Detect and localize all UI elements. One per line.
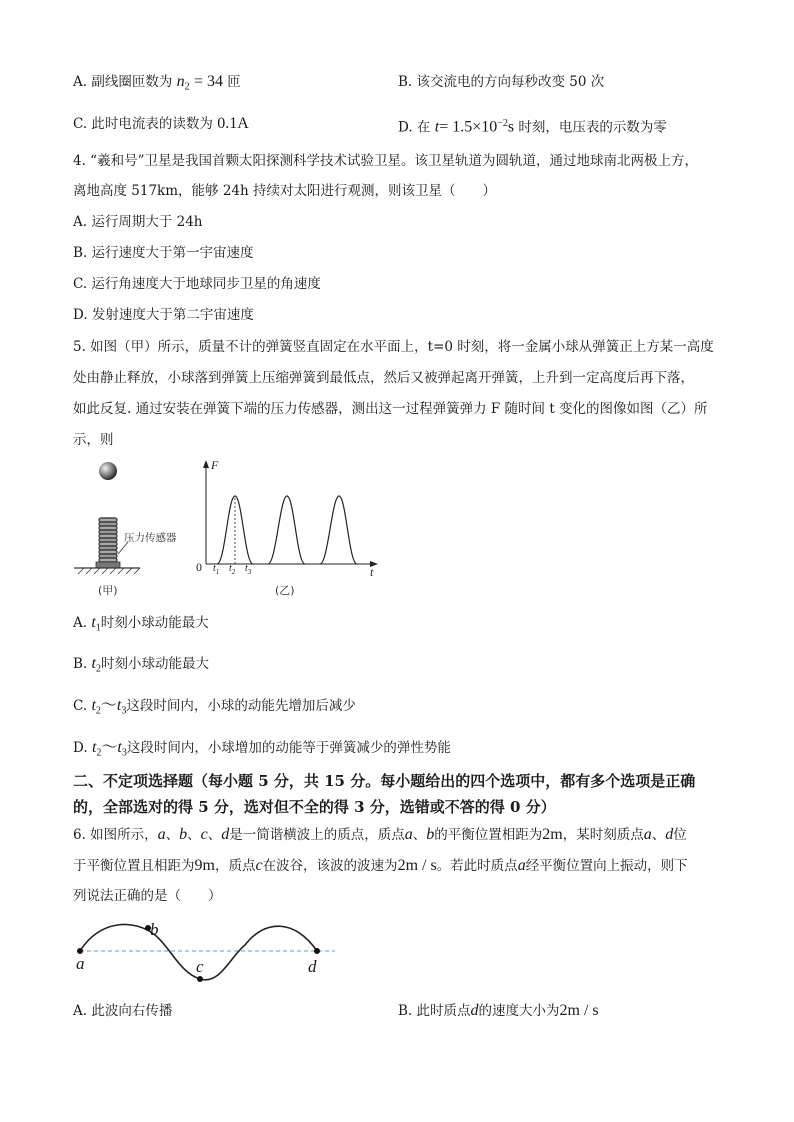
q6-option-a: A. 此波向右传播	[73, 1003, 173, 1019]
var-a: a	[643, 826, 652, 843]
q4-option-b: B. 运行速度大于第一宇宙速度	[73, 245, 254, 261]
q4-option-c: C. 运行角速度大于地球同步卫星的角速度	[73, 276, 321, 292]
q5-option-c-label: C.	[73, 698, 92, 714]
tick-t2-sub: 2	[231, 568, 236, 576]
point-d	[314, 948, 320, 954]
pressure-sensor-block	[96, 562, 120, 568]
q5-option-d-label: D.	[73, 740, 92, 756]
unit-turns: 匝	[227, 74, 241, 90]
var-t: t	[117, 739, 122, 756]
range-sep: ～	[100, 697, 117, 714]
var-d: d	[665, 826, 674, 843]
q5-option-a-text: 时刻小球动能最大	[100, 615, 209, 631]
var-t: t	[116, 697, 122, 714]
q6-text: 、	[651, 827, 666, 843]
q5-option-a-label: A.	[73, 615, 92, 631]
q5-option-c	[73, 697, 356, 721]
q4-stem-line-1: 4. “羲和号”卫星是我国首颗太阳探测科学技术试验卫星。该卫星轨道为圆轨道，通过地球南北两极上方，	[73, 153, 698, 169]
var-b: b	[179, 826, 188, 843]
q6-stem-line-1	[73, 826, 687, 844]
metal-ball	[99, 462, 117, 480]
q6-text: 位	[673, 827, 687, 843]
q6-text: ，某时刻质点	[562, 827, 644, 843]
var-a: a	[404, 826, 413, 843]
q4-stem-line-2: 离地高度 517km，能够 24h 持续对太阳进行观测，则该卫星（ ）	[73, 183, 496, 199]
var-n: n	[176, 73, 185, 90]
q6-option-b	[398, 1002, 599, 1020]
tick-t1-var: t	[213, 563, 216, 574]
q5-option-d-text: 这段时间内，小球增加的动能等于弹簧减少的弹性势能	[126, 740, 451, 756]
q6-stem-line-2	[73, 857, 688, 875]
q6-text: ，质点	[214, 858, 256, 874]
section-2-heading-line-1: 二、不定项选择题（每小题 5 分，共 15 分。每小题给出的四个选项中，都有多个选项是正确	[73, 772, 696, 790]
wave-speed: 2m / s	[397, 857, 437, 874]
time-value: = 1.5×10	[439, 118, 498, 136]
var-t: t	[91, 655, 96, 672]
sub-2: 2	[96, 747, 102, 759]
q6-option-b-text: B. 此时质点	[398, 1003, 471, 1019]
q6-text: 、	[187, 827, 201, 843]
sub-3: 3	[121, 747, 127, 759]
sub-2: 2	[95, 705, 101, 717]
var-d: d	[470, 1002, 479, 1019]
q3-option-a	[73, 73, 241, 97]
var-c: c	[200, 826, 208, 843]
tick-t3-sub: 3	[247, 568, 252, 576]
q3-option-a-text: A. 副线圈匝数为	[73, 74, 173, 90]
q3-option-d-text: D. 在	[398, 119, 431, 136]
q5-option-a	[73, 614, 209, 638]
var-a: a	[517, 857, 526, 874]
force-pulse-2	[268, 496, 305, 564]
q5-option-b	[73, 655, 209, 679]
sub-3: 3	[121, 705, 127, 717]
q5-option-b-label: B.	[73, 656, 92, 672]
q5-option-d	[73, 739, 451, 763]
tick-t2-var: t	[229, 563, 232, 574]
tick-t1	[213, 563, 219, 576]
origin-label: 0	[196, 560, 202, 574]
q5-stem-line-2: 处由静止释放，小球落到弹簧上压缩弹簧到最低点，然后又被弹起离开弹簧，上升到一定高度后再下落，	[73, 370, 694, 386]
ground-hatching	[78, 568, 140, 574]
var-b: b	[426, 826, 435, 843]
q6-stem-line-3: 列说法正确的是（ ）	[73, 888, 222, 904]
exponent: −2	[497, 118, 508, 129]
q5-stem-line-3: 如此反复. 通过安装在弹簧下端的压力传感器，测出这一过程弹簧弹力 F 随时间 t 变化的图像如图（乙）所	[73, 401, 708, 417]
q6-option-b-text: 的速度大小为	[478, 1003, 560, 1019]
q5-stem-line-4: 示，则	[73, 432, 114, 448]
spring	[99, 518, 117, 562]
label-d: d	[308, 957, 317, 976]
t-axis-label: t	[370, 565, 374, 579]
var-t: t	[434, 118, 440, 136]
var-t: t	[91, 614, 96, 631]
var-a: a	[157, 826, 166, 843]
force-pulse-3	[320, 496, 357, 564]
q3-option-d-tail: 时刻，电压表的示数为零	[518, 119, 667, 136]
figure-yi	[188, 458, 388, 578]
q6-text: 6. 如图所示，	[73, 827, 158, 843]
q5-stem-line-1: 5. 如图（甲）所示，质量不计的弹簧竖直固定在水平面上，t=0 时刻，将一金属小球从弹簧正上方某一高度	[73, 339, 714, 355]
q3-option-c-text: C. 此时电流表的读数为	[73, 116, 213, 132]
tick-t2	[229, 563, 235, 576]
f-axis-label: F	[211, 458, 219, 472]
distance-ab: 2m	[542, 826, 563, 843]
q6-text: 。若此时质点	[436, 858, 518, 874]
tick-t3-var: t	[245, 563, 248, 574]
unit-s: s	[507, 118, 515, 136]
q5-option-c-text: 这段时间内，小球的动能先增加后减少	[126, 698, 356, 714]
var-d: d	[221, 826, 230, 843]
range-sep: ～	[101, 739, 118, 756]
label-c: c	[196, 957, 204, 976]
q3-option-d	[398, 115, 667, 137]
q3-option-b: B. 该交流电的方向每秒改变 50 次	[398, 74, 605, 90]
q3-option-c	[73, 115, 249, 133]
sensor-label: 压力传感器	[124, 532, 177, 544]
var-c: c	[255, 857, 263, 874]
q6-text: 是一简谐横波上的质点，质点	[229, 827, 405, 843]
label-a: a	[76, 954, 85, 973]
q4-option-a: A. 运行周期大于 24h	[73, 214, 203, 230]
q6-text: 的平衡位置相距为	[434, 827, 543, 843]
eq-34: = 34	[193, 73, 223, 90]
q6-text: 于平衡位置且相距为	[73, 858, 195, 874]
caption-jia: (甲)	[98, 584, 118, 597]
q5-option-b-text: 时刻小球动能最大	[100, 656, 209, 672]
var-t: t	[91, 697, 96, 714]
q6-text: 、	[412, 827, 427, 843]
sub-1: 1	[95, 622, 101, 634]
sub-2: 2	[95, 663, 101, 675]
wave-figure	[70, 913, 350, 993]
q6-text: 、	[207, 827, 222, 843]
tick-t1-sub: 1	[215, 568, 220, 576]
caption-yi: (乙)	[275, 584, 295, 597]
figure-jia	[70, 458, 200, 600]
f-axis-arrow	[203, 460, 209, 468]
label-b: b	[150, 920, 159, 939]
distance-ad: 9m	[194, 857, 215, 874]
current-value: 0.1A	[217, 115, 249, 132]
speed-value: 2m / s	[559, 1002, 599, 1019]
section-2-heading-line-2: 的，全部选对的得 5 分，选对但不全的得 3 分，选错或不答的得 0 分）	[73, 798, 556, 816]
var-t: t	[91, 739, 97, 756]
q6-text: 在波谷，该波的波速为	[262, 858, 398, 874]
tick-t3	[245, 563, 251, 576]
sub-2: 2	[184, 81, 190, 93]
q4-option-d: D. 发射速度大于第二宇宙速度	[73, 307, 254, 323]
q6-text: 经平衡位置向上振动，则下	[525, 858, 688, 874]
q6-text: 、	[165, 827, 180, 843]
